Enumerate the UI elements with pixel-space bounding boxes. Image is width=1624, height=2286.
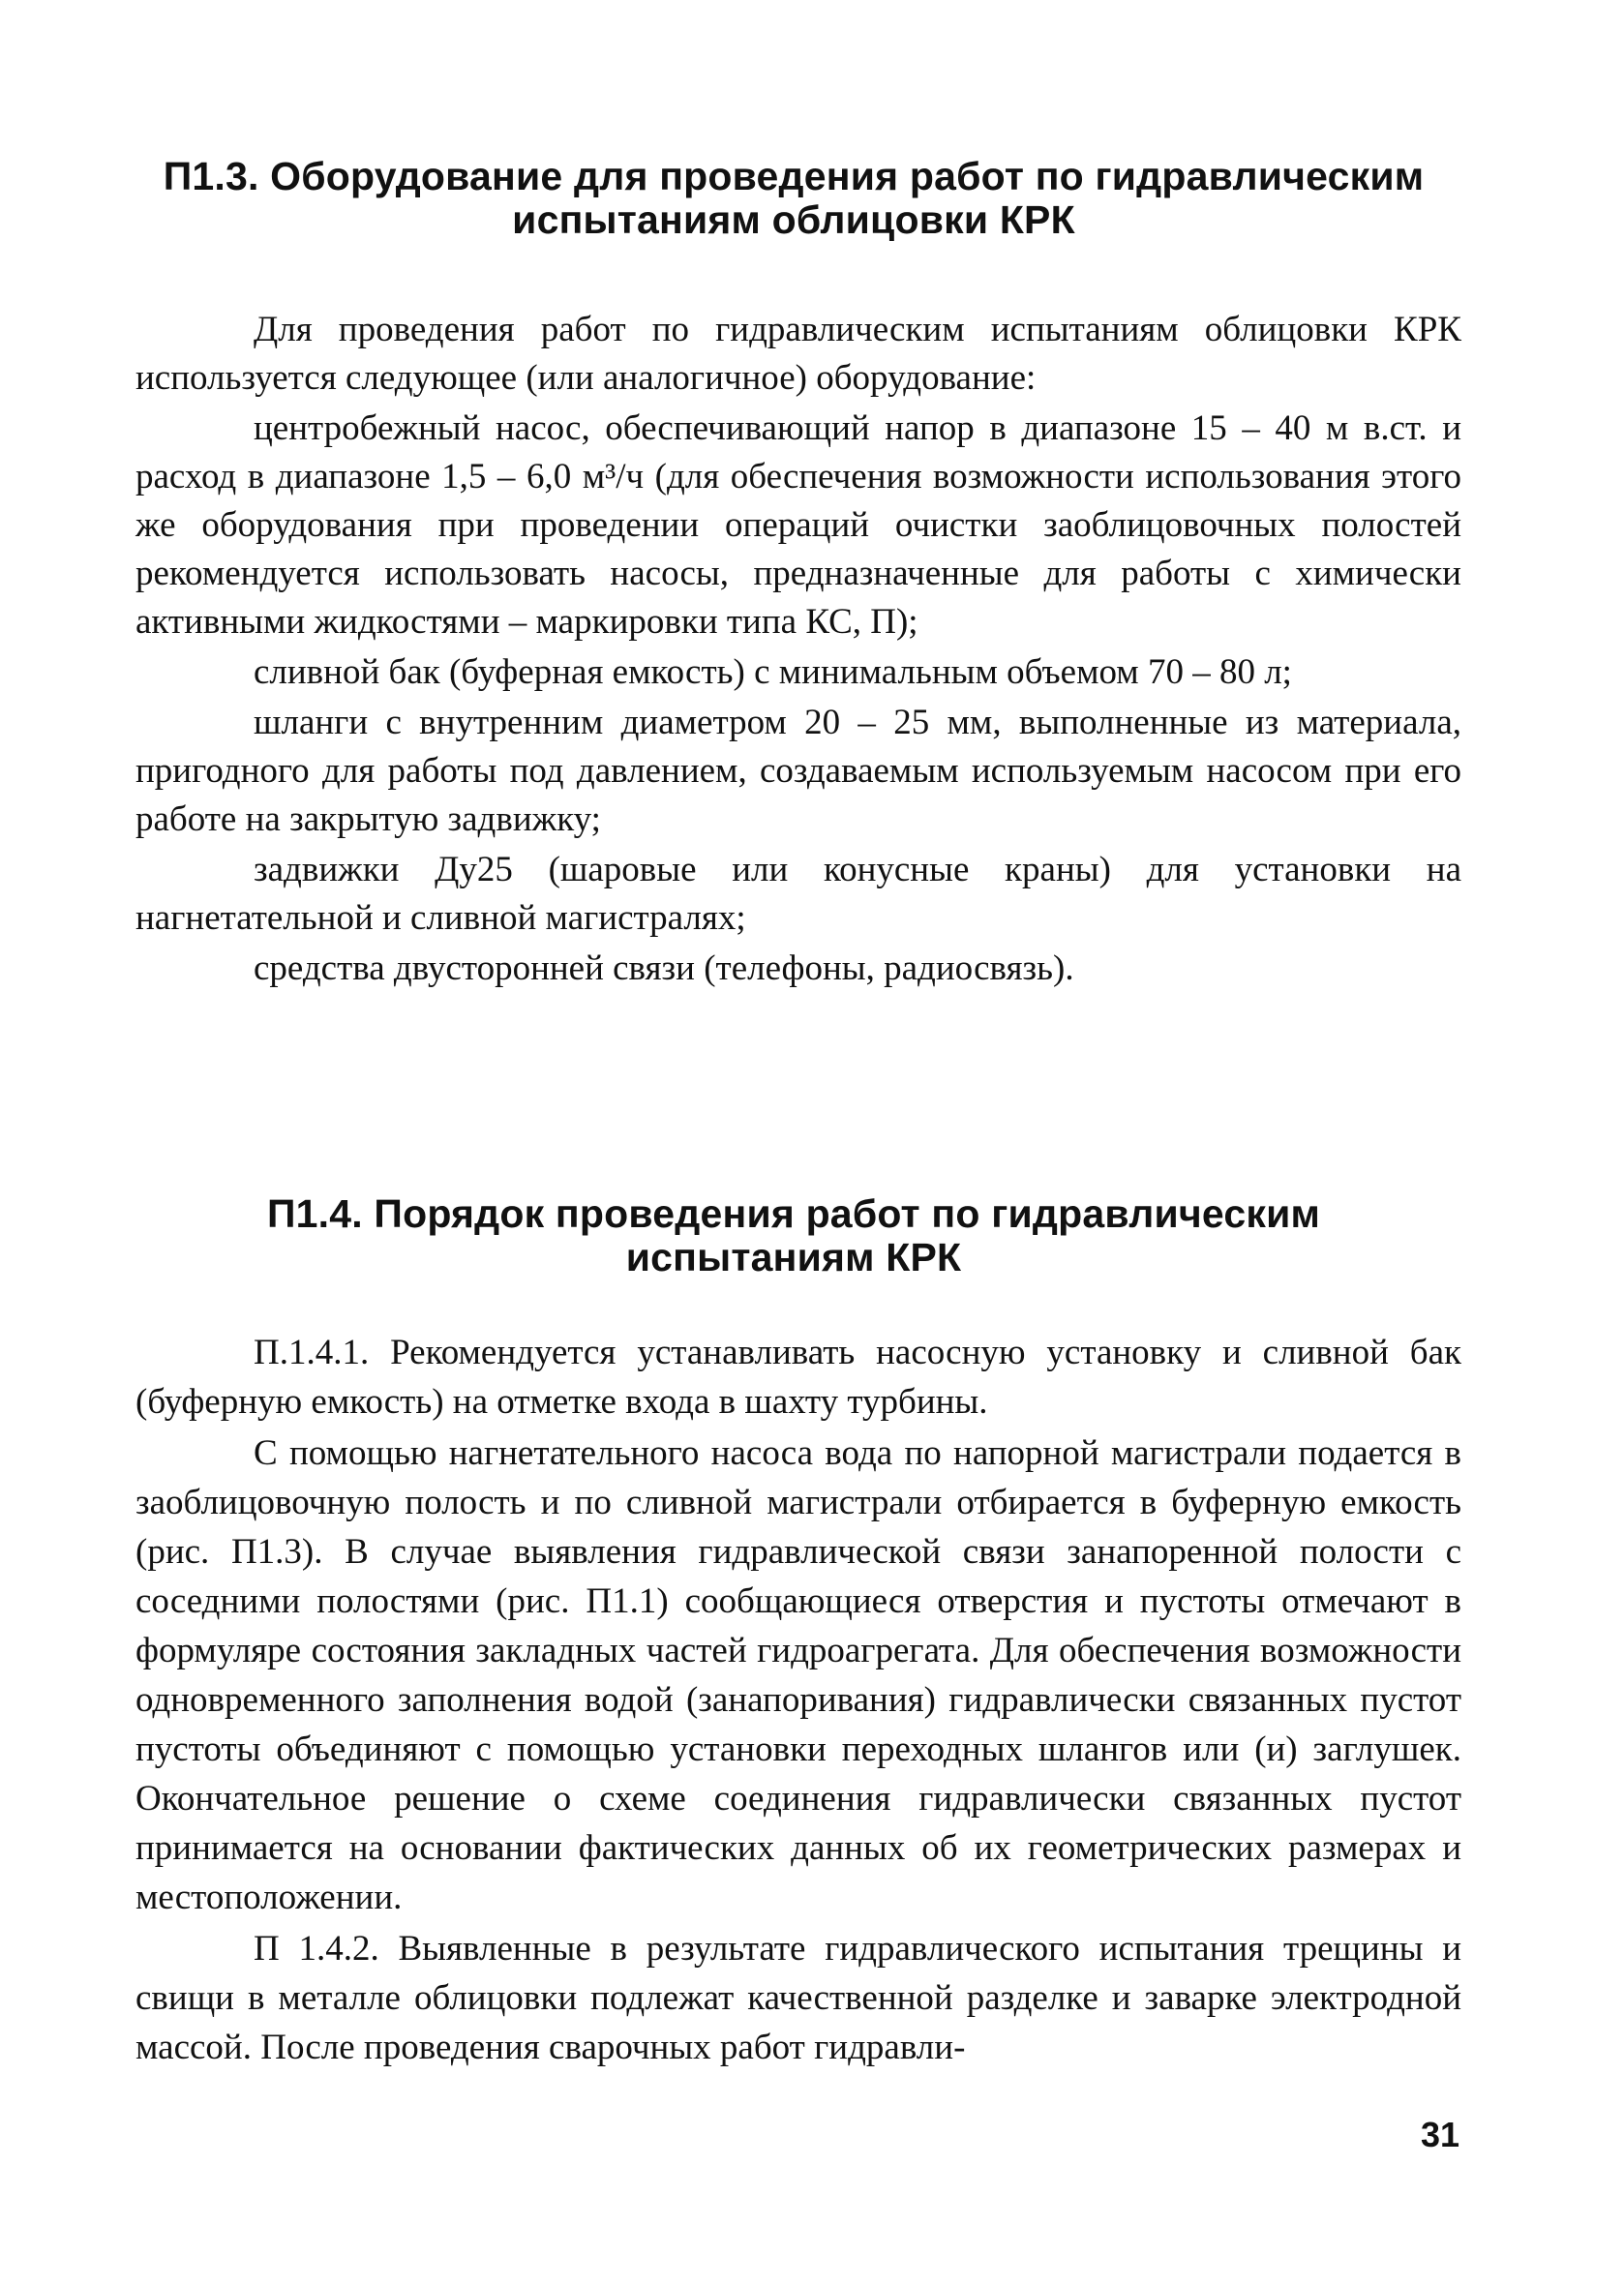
equipment-item-tank: сливной бак (буферная емкость) с минимальным объемом 70 – 80 л; — [254, 652, 1292, 692]
section-1-4-heading — [116, 1192, 1471, 1279]
paragraph-1-4-1: П.1.4.1. Рекомендуется устанавливать насосную установку и сливной бак (буферную емкость) на отметке входа в шахту турбины. — [135, 1333, 1461, 1422]
equipment-item-communication: средства двусторонней связи (телефоны, радиосвязь). — [254, 948, 1074, 988]
equipment-item-valves: задвижки Ду25 (шаровые или конусные краны) для установки на нагнетательной и сливной магистралях; — [135, 850, 1461, 938]
page-number: 31 — [1420, 2115, 1459, 2154]
section-1-4-heading-line-1: П1.4. Порядок проведения работ по гидравлическим — [266, 1191, 1321, 1236]
section-1-4-body — [135, 1328, 1461, 2074]
section-1-3-intro: Для проведения работ по гидравлическим испытаниям облицовки КРК используется следующее (или аналогичное) оборудование: — [135, 310, 1461, 398]
equipment-item-hoses: шланги с внутренним диаметром 20 – 25 мм, выполненные из материала, пригодного для работы под давлением, создаваемым используемым насосом при его работе на закрытую задвижку; — [135, 703, 1461, 839]
paragraph-pump-procedure: С помощью нагнетательного насоса вода по напорной магистрали подается в заоблицовочную полость и по сливной магистрали отбирается в буферную емкость (рис. П1.3). В случае выявления гидравлической связи занапоренной полости с соседними полостями (рис. П1.1) сообщающиеся отверстия и пустоты отмечают в формуляре состояния закладных частей гидроагрегата. Для обеспечения возможности одновременного заполнения водой (занапоривания) гидравлически связанных пустот пустоты объединяют с помощью установки переходных шлангов или (и) заглушек. Окончательное решение о схеме соединения гидравлически связанных пустот принимается на основании фактических данных об их геометрических размерах и местоположении. — [135, 1433, 1461, 1917]
section-1-3-heading-line-1: П1.3. Оборудование для проведения работ по гидравлическим — [163, 154, 1425, 198]
equipment-item-pump: центробежный насос, обеспечивающий напор в диапазоне 15 – 40 м в.ст. и расход в диапазоне 1,5 – 6,0 м³/ч (для обеспечения возможности использования этого же оборудования при проведении операций очистки заоблицовочных полостей рекомендуется использовать насосы, предназначенные для работы с химически активными жидкостями – маркировки типа КС, П); — [135, 408, 1461, 642]
paragraph-1-4-2: П 1.4.2. Выявленные в результате гидравлического испытания трещины и свищи в металле облицовки подлежат качественной разделке и заварке электродной массой. После проведения сварочных работ гидравли- — [135, 1929, 1461, 2067]
section-1-3-body — [135, 306, 1461, 995]
section-1-3-heading — [116, 155, 1471, 242]
section-1-3-heading-line-2: испытаниям облицовки КРК — [512, 197, 1075, 242]
section-1-4-heading-line-2: испытаниям КРК — [625, 1235, 962, 1279]
